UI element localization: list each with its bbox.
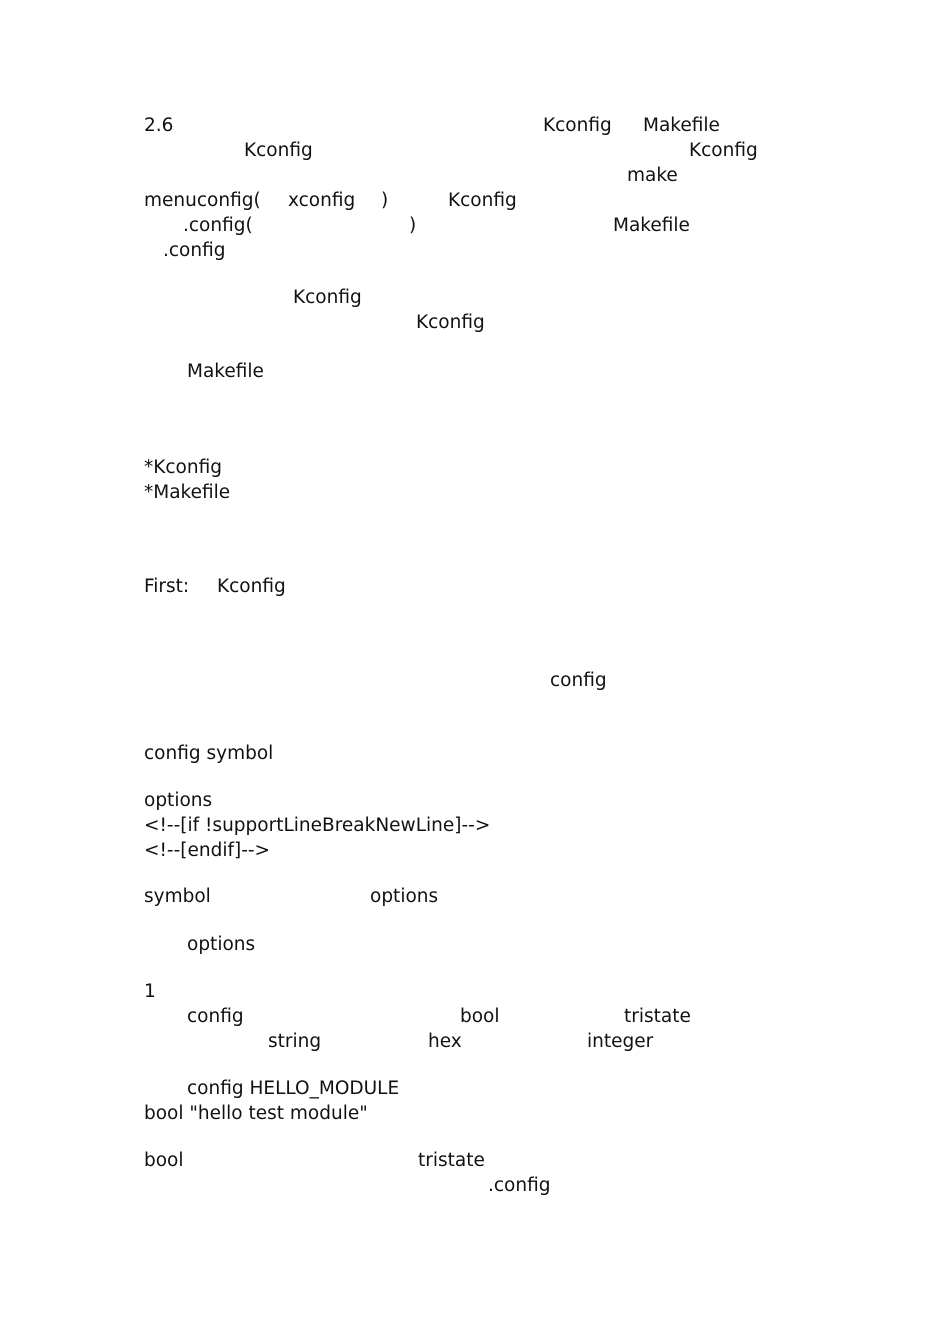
text-fragment: Kconfig — [448, 190, 517, 211]
text-fragment: .config( — [183, 215, 253, 236]
text-fragment: ) — [381, 190, 389, 211]
text-fragment: *Kconfig — [144, 457, 222, 478]
text-fragment: tristate — [624, 1006, 691, 1027]
text-fragment: config symbol — [144, 743, 274, 764]
text-fragment: options — [144, 790, 213, 811]
text-fragment: .config — [163, 240, 226, 261]
text-fragment: Kconfig — [293, 287, 362, 308]
text-fragment: *Makefile — [144, 482, 231, 503]
text-fragment: Makefile — [613, 215, 690, 236]
text-fragment: tristate — [418, 1150, 485, 1171]
text-fragment: menuconfig( — [144, 190, 261, 211]
text-fragment: options — [370, 886, 439, 907]
text-fragment: Kconfig — [244, 140, 313, 161]
text-fragment: hex — [428, 1031, 462, 1052]
text-fragment: <!--[if !supportLineBreakNewLine]--> — [144, 815, 491, 836]
text-fragment: bool — [144, 1150, 184, 1171]
text-fragment: symbol — [144, 886, 211, 907]
text-fragment: bool — [460, 1006, 500, 1027]
text-fragment: 1 — [144, 981, 156, 1002]
text-fragment: Kconfig — [217, 576, 286, 597]
text-fragment: string — [268, 1031, 322, 1052]
text-fragment: options — [187, 934, 256, 955]
text-fragment: integer — [587, 1031, 654, 1052]
text-fragment: First: — [144, 576, 190, 597]
text-fragment: config HELLO_MODULE — [187, 1078, 400, 1099]
text-fragment: bool "hello test module" — [144, 1103, 368, 1124]
text-fragment: config — [550, 670, 607, 691]
text-fragment: Kconfig — [689, 140, 758, 161]
text-fragment: config — [187, 1006, 244, 1027]
text-fragment: <!--[endif]--> — [144, 840, 271, 861]
text-fragment: Makefile — [187, 361, 264, 382]
text-fragment: Kconfig — [543, 115, 612, 136]
text-fragment: 2.6 — [144, 115, 174, 136]
text-fragment: Makefile — [643, 115, 720, 136]
text-fragment: .config — [488, 1175, 551, 1196]
text-fragment: Kconfig — [416, 312, 485, 333]
text-fragment: xconfig — [288, 190, 356, 211]
text-fragment: make — [627, 165, 678, 186]
text-fragment: ) — [409, 215, 417, 236]
